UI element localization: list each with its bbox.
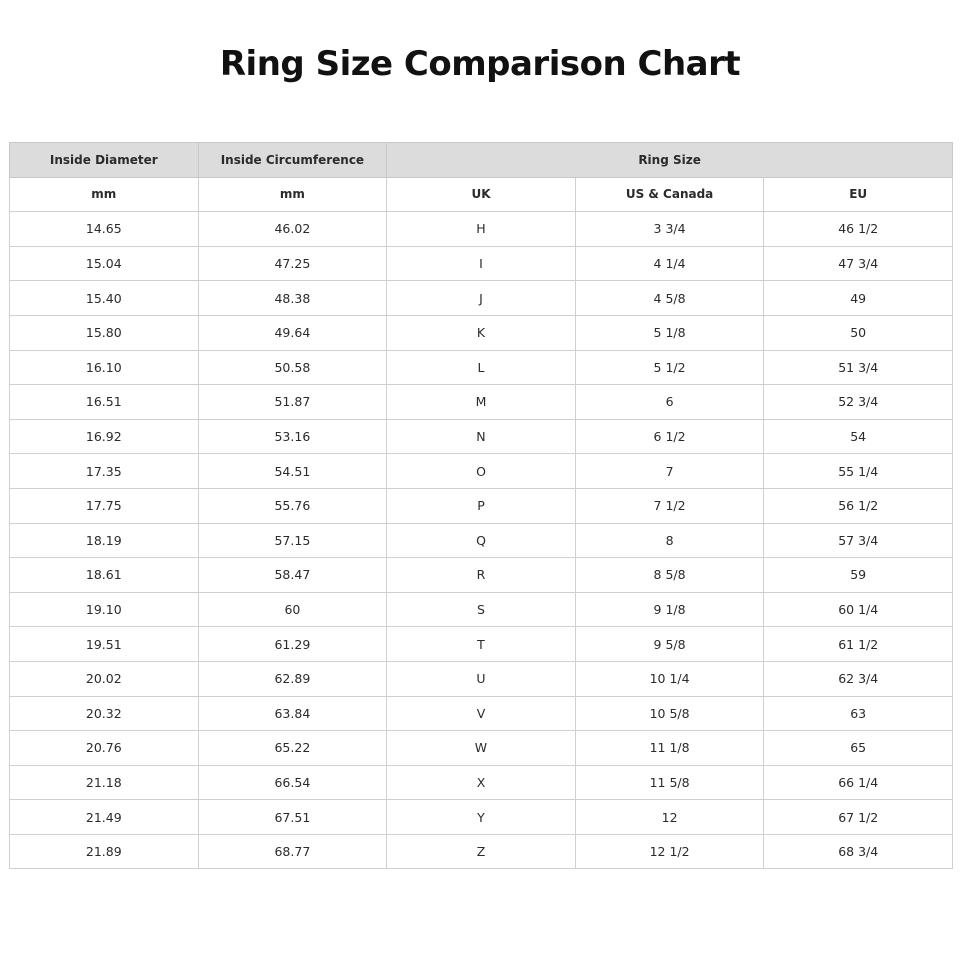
header-inside-circumference: Inside Circumference xyxy=(198,143,387,178)
diameter-cell: 16.51 xyxy=(10,385,199,420)
table-row xyxy=(10,523,953,558)
eu-size-cell: 46 1/2 xyxy=(764,212,953,247)
circumference-cell: 58.47 xyxy=(198,558,387,593)
table-row xyxy=(10,350,953,385)
header-ring-size: Ring Size xyxy=(387,143,953,178)
uk-size-cell: M xyxy=(387,385,576,420)
us-canada-size-cell: 4 1/4 xyxy=(575,246,764,281)
diameter-cell: 15.40 xyxy=(10,281,199,316)
circumference-cell: 62.89 xyxy=(198,661,387,696)
table-row xyxy=(10,315,953,350)
circumference-cell: 50.58 xyxy=(198,350,387,385)
table-row xyxy=(10,765,953,800)
table-body xyxy=(10,212,953,869)
eu-size-cell: 54 xyxy=(764,419,953,454)
table-row xyxy=(10,834,953,869)
diameter-cell: 19.10 xyxy=(10,592,199,627)
uk-size-cell: Z xyxy=(387,834,576,869)
eu-size-cell: 63 xyxy=(764,696,953,731)
us-canada-size-cell: 9 1/8 xyxy=(575,592,764,627)
circumference-cell: 55.76 xyxy=(198,488,387,523)
unit-header-row xyxy=(10,177,953,212)
group-header-row xyxy=(10,143,953,178)
us-canada-size-cell: 10 1/4 xyxy=(575,661,764,696)
us-canada-size-cell: 11 5/8 xyxy=(575,765,764,800)
diameter-cell: 20.02 xyxy=(10,661,199,696)
uk-size-cell: S xyxy=(387,592,576,627)
chart-title: Ring Size Comparison Chart xyxy=(219,44,741,84)
unit-header-us-canada: US & Canada xyxy=(575,177,764,212)
uk-size-cell: W xyxy=(387,731,576,766)
table-row xyxy=(10,281,953,316)
table-row xyxy=(10,800,953,835)
uk-size-cell: U xyxy=(387,661,576,696)
circumference-cell: 54.51 xyxy=(198,454,387,489)
diameter-cell: 20.76 xyxy=(10,731,199,766)
eu-size-cell: 66 1/4 xyxy=(764,765,953,800)
circumference-cell: 66.54 xyxy=(198,765,387,800)
eu-size-cell: 62 3/4 xyxy=(764,661,953,696)
circumference-cell: 57.15 xyxy=(198,523,387,558)
uk-size-cell: H xyxy=(387,212,576,247)
us-canada-size-cell: 12 xyxy=(575,800,764,835)
circumference-cell: 53.16 xyxy=(198,419,387,454)
uk-size-cell: N xyxy=(387,419,576,454)
uk-size-cell: I xyxy=(387,246,576,281)
eu-size-cell: 59 xyxy=(764,558,953,593)
diameter-cell: 16.10 xyxy=(10,350,199,385)
unit-header-uk: UK xyxy=(387,177,576,212)
eu-size-cell: 68 3/4 xyxy=(764,834,953,869)
us-canada-size-cell: 4 5/8 xyxy=(575,281,764,316)
diameter-cell: 15.04 xyxy=(10,246,199,281)
diameter-cell: 21.18 xyxy=(10,765,199,800)
diameter-cell: 19.51 xyxy=(10,627,199,662)
circumference-cell: 49.64 xyxy=(198,315,387,350)
unit-header-circumference-mm: mm xyxy=(198,177,387,212)
table-row xyxy=(10,731,953,766)
uk-size-cell: X xyxy=(387,765,576,800)
us-canada-size-cell: 3 3/4 xyxy=(575,212,764,247)
header-inside-diameter: Inside Diameter xyxy=(10,143,199,178)
table-row xyxy=(10,212,953,247)
uk-size-cell: O xyxy=(387,454,576,489)
table-row xyxy=(10,488,953,523)
ring-size-table xyxy=(9,142,953,869)
circumference-cell: 67.51 xyxy=(198,800,387,835)
us-canada-size-cell: 6 xyxy=(575,385,764,420)
table-row xyxy=(10,558,953,593)
diameter-cell: 17.35 xyxy=(10,454,199,489)
uk-size-cell: L xyxy=(387,350,576,385)
circumference-cell: 68.77 xyxy=(198,834,387,869)
diameter-cell: 21.89 xyxy=(10,834,199,869)
eu-size-cell: 50 xyxy=(764,315,953,350)
circumference-cell: 51.87 xyxy=(198,385,387,420)
us-canada-size-cell: 10 5/8 xyxy=(575,696,764,731)
diameter-cell: 17.75 xyxy=(10,488,199,523)
eu-size-cell: 55 1/4 xyxy=(764,454,953,489)
eu-size-cell: 67 1/2 xyxy=(764,800,953,835)
diameter-cell: 14.65 xyxy=(10,212,199,247)
eu-size-cell: 49 xyxy=(764,281,953,316)
eu-size-cell: 51 3/4 xyxy=(764,350,953,385)
circumference-cell: 47.25 xyxy=(198,246,387,281)
diameter-cell: 21.49 xyxy=(10,800,199,835)
us-canada-size-cell: 12 1/2 xyxy=(575,834,764,869)
table-row xyxy=(10,627,953,662)
us-canada-size-cell: 9 5/8 xyxy=(575,627,764,662)
eu-size-cell: 52 3/4 xyxy=(764,385,953,420)
diameter-cell: 16.92 xyxy=(10,419,199,454)
eu-size-cell: 61 1/2 xyxy=(764,627,953,662)
eu-size-cell: 60 1/4 xyxy=(764,592,953,627)
us-canada-size-cell: 6 1/2 xyxy=(575,419,764,454)
unit-header-eu: EU xyxy=(764,177,953,212)
diameter-cell: 20.32 xyxy=(10,696,199,731)
circumference-cell: 61.29 xyxy=(198,627,387,662)
us-canada-size-cell: 7 xyxy=(575,454,764,489)
table-row xyxy=(10,385,953,420)
eu-size-cell: 56 1/2 xyxy=(764,488,953,523)
circumference-cell: 63.84 xyxy=(198,696,387,731)
table-row xyxy=(10,592,953,627)
eu-size-cell: 65 xyxy=(764,731,953,766)
table-row xyxy=(10,696,953,731)
uk-size-cell: Y xyxy=(387,800,576,835)
unit-header-diameter-mm: mm xyxy=(10,177,199,212)
uk-size-cell: J xyxy=(387,281,576,316)
us-canada-size-cell: 8 xyxy=(575,523,764,558)
us-canada-size-cell: 8 5/8 xyxy=(575,558,764,593)
table-row xyxy=(10,246,953,281)
us-canada-size-cell: 11 1/8 xyxy=(575,731,764,766)
us-canada-size-cell: 5 1/2 xyxy=(575,350,764,385)
diameter-cell: 18.19 xyxy=(10,523,199,558)
uk-size-cell: P xyxy=(387,488,576,523)
diameter-cell: 15.80 xyxy=(10,315,199,350)
circumference-cell: 48.38 xyxy=(198,281,387,316)
diameter-cell: 18.61 xyxy=(10,558,199,593)
us-canada-size-cell: 5 1/8 xyxy=(575,315,764,350)
eu-size-cell: 57 3/4 xyxy=(764,523,953,558)
circumference-cell: 60 xyxy=(198,592,387,627)
circumference-cell: 65.22 xyxy=(198,731,387,766)
uk-size-cell: T xyxy=(387,627,576,662)
us-canada-size-cell: 7 1/2 xyxy=(575,488,764,523)
uk-size-cell: K xyxy=(387,315,576,350)
eu-size-cell: 47 3/4 xyxy=(764,246,953,281)
table-row xyxy=(10,419,953,454)
table-row xyxy=(10,454,953,489)
uk-size-cell: R xyxy=(387,558,576,593)
table-row xyxy=(10,661,953,696)
uk-size-cell: V xyxy=(387,696,576,731)
uk-size-cell: Q xyxy=(387,523,576,558)
circumference-cell: 46.02 xyxy=(198,212,387,247)
